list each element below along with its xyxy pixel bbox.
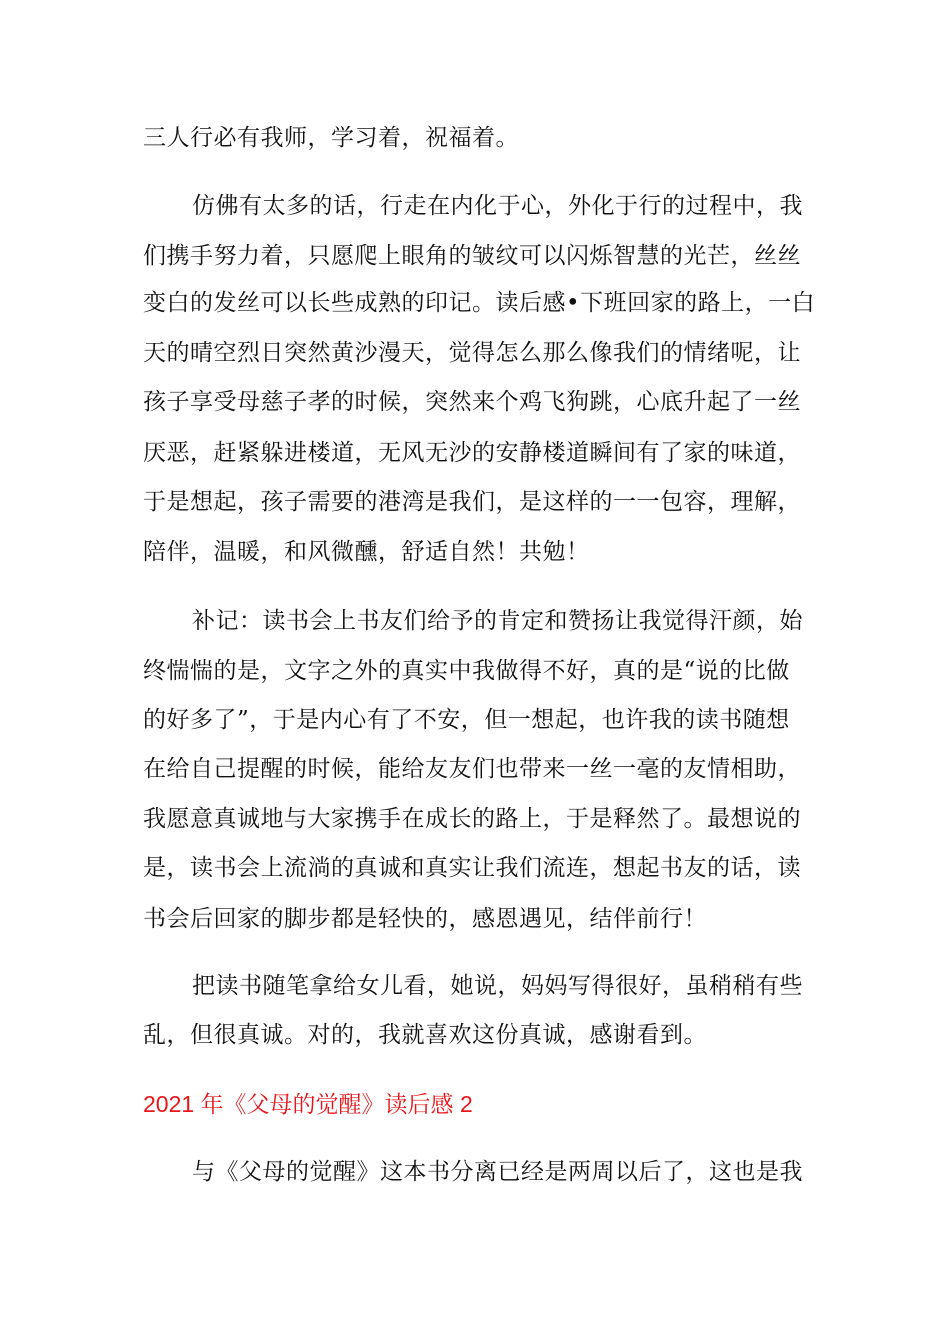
paragraph-line: 陪伴，温暖，和风微醺，舒适自然！共勉！ [143,539,590,565]
paragraph-line: 把读书随笔拿给女儿看，她说，妈妈写得很好，虽稍稍有些 [192,973,803,999]
paragraph-line: 天的晴空烈日突然黄沙漫天，觉得怎么那么像我们的情绪呢，让 [143,340,801,366]
paragraph-line: 在给自己提醒的时候，能给友友们也带来一丝一毫的友情相助， [143,756,801,782]
paragraph-line: 于是想起，孩子需要的港湾是我们，是这样的一一包容，理解， [143,489,801,515]
paragraph-line: 的好多了”，于是内心有了不安，但一想起，也许我的读书随想 [143,707,790,733]
paragraph-line: 与《父母的觉醒》这本书分离已经是两周以后了，这也是我 [192,1159,803,1185]
paragraph-line: 三人行必有我师，学习着，祝福着。 [143,125,519,151]
section-heading: 2021 年《父母的觉醒》读后感 2 [143,1091,473,1117]
paragraph-line: 仿佛有太多的话，行走在内化于心，外化于行的过程中，我 [192,193,803,219]
paragraph-line: 变白的发丝可以长些成熟的印记。读后感•下班回家的路上，一白 [143,290,816,316]
paragraph-line: 终惴惴的是，文字之外的真实中我做得不好，真的是“说的比做 [143,658,790,684]
paragraph-line: 是，读书会上流淌的真诚和真实让我们流连，想起书友的话，读 [143,855,801,881]
paragraph-line: 我愿意真诚地与大家携手在成长的路上，于是释然了。最想说的 [143,806,801,832]
paragraph-line: 乱，但很真诚。对的，我就喜欢这份真诚，感谢看到。 [143,1022,707,1048]
paragraph-line: 们携手努力着，只愿爬上眼角的皱纹可以闪烁智慧的光芒，丝丝 [143,243,801,269]
paragraph-line: 补记：读书会上书友们给予的肯定和赞扬让我觉得汗颜，始 [192,608,803,634]
paragraph-line: 孩子享受母慈子孝的时候，突然来个鸡飞狗跳，心底升起了一丝 [143,389,801,415]
paragraph-line: 厌恶，赶紧躲进楼道，无风无沙的安静楼道瞬间有了家的味道， [143,440,801,466]
paragraph-line: 书会后回家的脚步都是轻快的，感恩遇见，结伴前行！ [143,906,707,932]
